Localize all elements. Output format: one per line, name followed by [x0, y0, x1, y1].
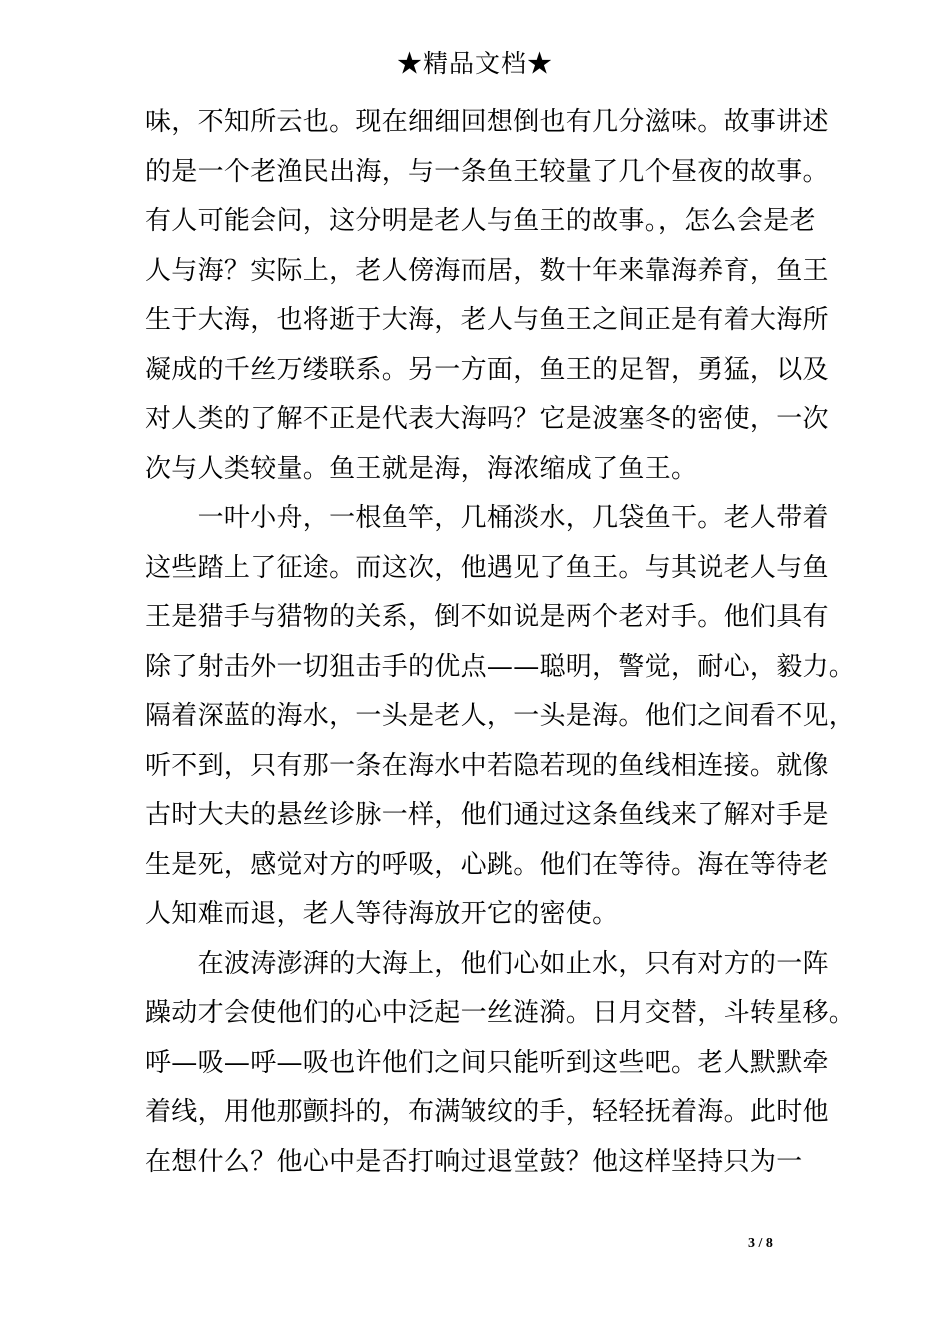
text-line: 对人类的了解不正是代表大海吗？它是波塞冬的密使，一次 — [145, 404, 829, 434]
text-line: 在想什么？他心中是否打响过退堂鼓？他这样坚持只为一 — [145, 1146, 803, 1177]
text-line: 着线，用他那颤抖的，布满皱纹的手，轻轻抚着海。此时他 — [145, 1097, 829, 1127]
text-line: 隔着深蓝的海水，一头是老人，一头是海。他们之间看不见， — [145, 701, 856, 731]
text-line: 呼—吸—呼—吸也许他们之间只能听到这些吧。老人默默牵 — [145, 1047, 829, 1078]
body-text — [145, 98, 856, 1187]
text-line: 生是死，感觉对方的呼吸，心跳。他们在等待。海在等待老 — [145, 849, 829, 880]
text-line: 在波涛澎湃的大海上，他们心如止水，只有对方的一阵 — [145, 948, 829, 979]
text-line: 王是猎手与猎物的关系，倒不如说是两个老对手。他们具有 — [145, 602, 829, 632]
text-line: 除了射击外一切狙击手的优点——聪明，警觉，耐心，毅力。 — [145, 651, 856, 682]
page-header: ★精品文档★ — [396, 49, 553, 78]
text-line: 生于大海，也将逝于大海，老人与鱼王之间正是有着大海所 — [145, 305, 829, 335]
text-line: 有人可能会问，这分明是老人与鱼王的故事。，怎么会是老 — [145, 206, 816, 236]
text-line: 次与人类较量。鱼王就是海，海浓缩成了鱼王。 — [145, 453, 698, 484]
text-line: 这些踏上了征途。而这次，他遇见了鱼王。与其说老人与鱼 — [145, 552, 829, 583]
text-line: 人与海？实际上，老人傍海而居，数十年来靠海养育，鱼王 — [145, 255, 829, 286]
page-number: 3 / 8 — [748, 1236, 773, 1251]
text-line: 一叶小舟，一根鱼竿，几桶淡水，几袋鱼干。老人带着 — [145, 503, 829, 533]
text-line: 的是一个老渔民出海，与一条鱼王较量了几个昼夜的故事。 — [145, 156, 829, 187]
text-line: 听不到，只有那一条在海水中若隐若现的鱼线相连接。就像 — [145, 750, 829, 781]
text-line: 凝成的千丝万缕联系。另一方面，鱼王的足智，勇猛，以及 — [145, 354, 829, 385]
text-line: 古时大夫的悬丝诊脉一样，他们通过这条鱼线来了解对手是 — [145, 800, 829, 830]
text-line: 躁动才会使他们的心中泛起一丝涟漪。日月交替，斗转星移。 — [145, 998, 856, 1028]
text-line: 味，不知所云也。现在细细回想倒也有几分滋味。故事讲述 — [145, 107, 829, 137]
text-line: 人知难而退，老人等待海放开它的密使。 — [145, 899, 619, 929]
